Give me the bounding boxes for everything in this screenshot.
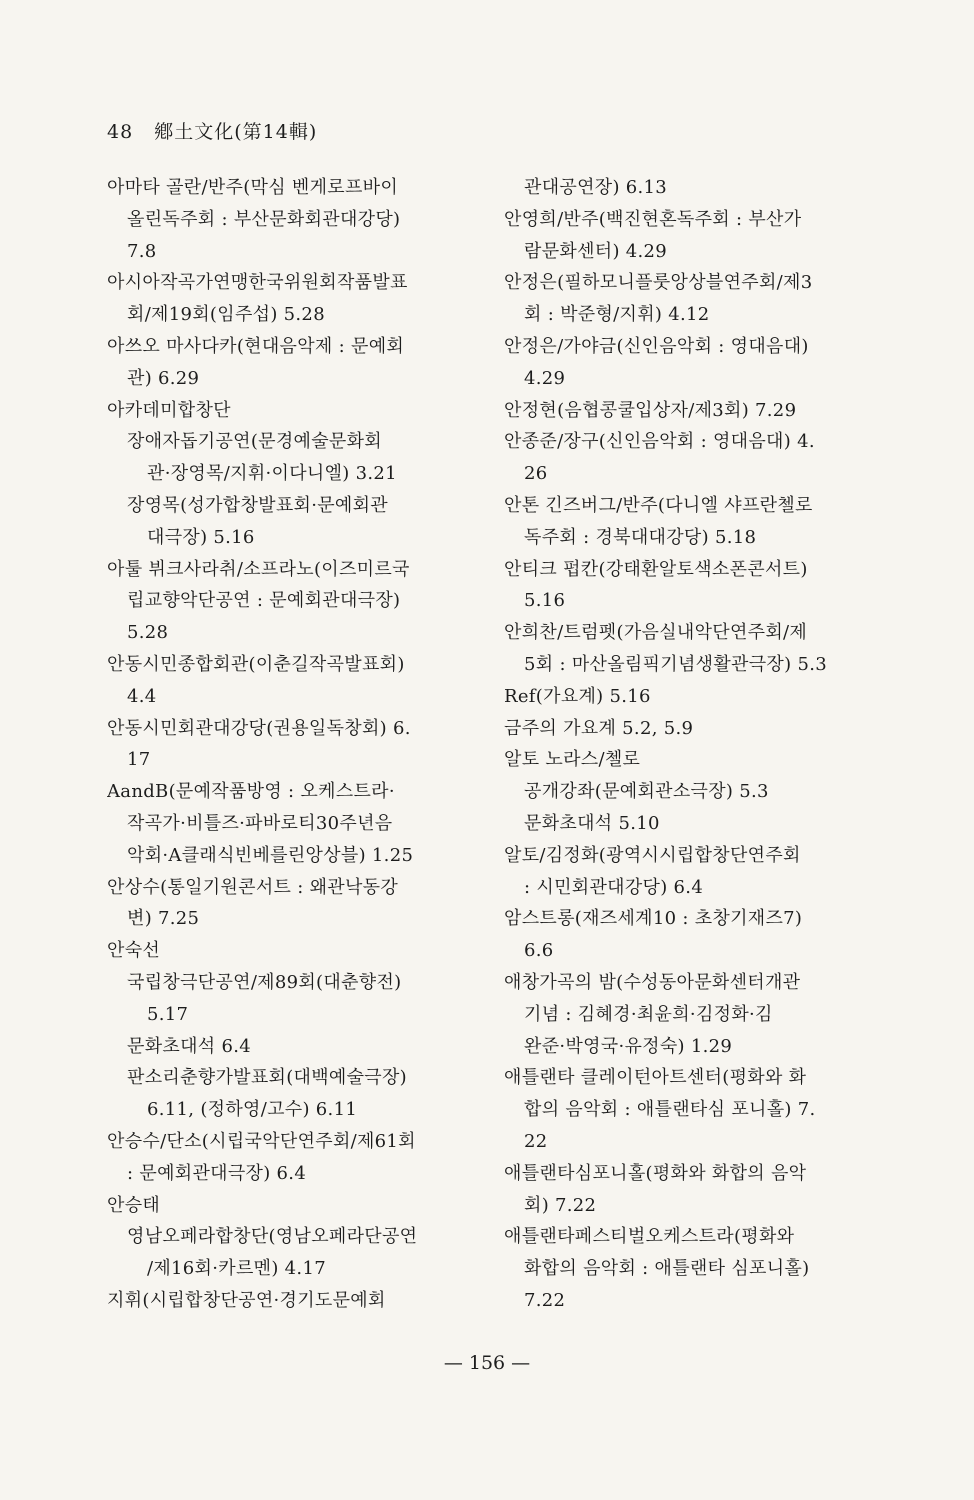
index-entry: 알토 노라스/첼로	[504, 749, 641, 771]
index-entry-continuation: 6.11, (정하영/고수) 6.11	[147, 1099, 358, 1121]
index-entry-continuation: 국립창극단공연/제89회(대춘향전)	[127, 971, 402, 993]
index-entry: 애틀랜타페스티벌오케스트라(평화와	[504, 1226, 795, 1248]
index-entry-continuation: 회 : 박준형/지휘) 4.12	[524, 304, 710, 326]
index-entry-continuation: 관·장영목/지휘·이다니엘) 3.21	[147, 463, 397, 485]
index-entry: 아카데미합창단	[107, 399, 231, 421]
index-entry-continuation: 5.28	[127, 622, 169, 644]
index-entry: 안티크 펍칸(강태환알토색소폰콘서트)	[504, 558, 808, 580]
index-entry: 안승수/단소(시립국악단연주회/제61회	[107, 1130, 416, 1152]
index-entry-continuation: 장영목(성가합창발표회·문예회관	[127, 494, 388, 516]
index-entry-continuation: /제16회·카르멘) 4.17	[147, 1258, 326, 1280]
index-entry-continuation: : 문예회관대극장) 6.4	[127, 1162, 307, 1184]
index-entry: 금주의 가요계 5.2, 5.9	[504, 717, 694, 739]
index-entry-continuation: 문화초대석 5.10	[524, 812, 660, 834]
index-entry-continuation: 6.6	[524, 940, 554, 962]
index-entry: Ref(가요계) 5.16	[504, 685, 651, 707]
index-entry-continuation: 변) 7.25	[127, 908, 200, 930]
index-entry-continuation: 장애자돕기공연(문경예술문화회	[127, 431, 382, 453]
index-entry: 아시아작곡가연맹한국위원회작품발표	[107, 272, 408, 294]
index-entry-continuation: 대극장) 5.16	[147, 526, 255, 548]
index-entry-continuation: 관) 6.29	[127, 367, 200, 389]
index-entry-continuation: 기념 : 김혜경·최윤희·김정화·김	[524, 1003, 773, 1025]
index-entry: 애틀랜타심포니홀(평화와 화합의 음악	[504, 1162, 807, 1184]
index-entry: 안톤 긴즈버그/반주(다니엘 샤프란첼로	[504, 494, 813, 516]
index-entry: 암스트롱(재즈세계10 : 초창기재즈7)	[504, 908, 803, 930]
index-entry-continuation: 26	[524, 463, 548, 485]
index-entry-continuation: 5회 : 마산올림픽기념생활관극장) 5.3	[524, 653, 827, 675]
index-entry-continuation: 합의 음악회 : 애틀랜타심 포니홀) 7.	[524, 1099, 816, 1121]
index-entry: 지휘(시립합창단공연·경기도문예회	[107, 1289, 386, 1311]
index-entry-continuation: 17	[127, 749, 151, 771]
index-entry-continuation: 회/제19회(임주섭) 5.28	[127, 304, 325, 326]
index-entry-continuation: 악회·A클래식빈베를린앙상블) 1.25	[127, 844, 414, 866]
index-column-left	[107, 172, 479, 1317]
index-entry: 애틀랜타 클레이턴아트센터(평화와 화	[504, 1067, 807, 1089]
index-entry-continuation: 4.4	[127, 685, 157, 707]
index-entry-continuation: 5.16	[524, 590, 566, 612]
index-entry: 안상수(통일기원콘서트 : 왜관낙동강	[107, 876, 399, 898]
index-entry: 안동시민회관대강당(권용일독창회) 6.	[107, 717, 411, 739]
index-entry: 안정현(음협콩쿨입상자/제3회) 7.29	[504, 399, 797, 421]
index-entry-continuation: 공개강좌(문예회관소극장) 5.3	[524, 781, 769, 803]
index-entry: 안숙선	[107, 940, 161, 962]
index-entry: 아쓰오 마사다카(현대음악제 : 문예회	[107, 335, 405, 357]
index-entry: 안동시민종합회관(이춘길작곡발표회)	[107, 653, 405, 675]
index-entry: 안영희/반주(백진현혼독주회 : 부산가	[504, 208, 802, 230]
index-entry-continuation: : 시민회관대강당) 6.4	[524, 876, 704, 898]
index-entry-continuation: 작곡가·비틀즈·파바로티30주년음	[127, 812, 393, 834]
index-entry-continuation: 5.17	[147, 1003, 189, 1025]
index-entry-continuation: 람문화센터) 4.29	[524, 240, 668, 262]
index-entry-continuation: 관대공연장) 6.13	[524, 177, 668, 198]
index-entry: 안정은(필하모니플룻앙상블연주회/제3	[504, 272, 813, 294]
index-entry-continuation: 영남오페라합창단(영남오페라단공연	[127, 1226, 418, 1248]
index-entry-continuation: 4.29	[524, 367, 566, 389]
index-entry: 안종준/장구(신인음악회 : 영대음대) 4.	[504, 431, 815, 453]
index-entry: 안승태	[107, 1194, 161, 1216]
index-entry-continuation: 7.22	[524, 1289, 566, 1311]
index-entry: 안정은/가야금(신인음악회 : 영대음대)	[504, 335, 809, 357]
index-entry-continuation: 문화초대석 6.4	[127, 1035, 251, 1057]
index-entry-continuation: 완준·박영국·유정숙) 1.29	[524, 1035, 733, 1057]
index-entry-continuation: 7.8	[127, 240, 157, 262]
index-entry: 아마타 골란/반주(막심 벤게로프바이	[107, 177, 399, 198]
index-entry-continuation: 회) 7.22	[524, 1194, 597, 1216]
index-entry: 아툴 뷔크사라취/소프라노(이즈미르국	[107, 558, 410, 580]
header-title: 鄕土文化(第14輯)	[154, 121, 318, 143]
index-column-right	[504, 172, 876, 1317]
header-page-number: 48	[107, 121, 134, 143]
index-entry: 애창가곡의 밤(수성동아문화센터개관	[504, 971, 801, 993]
index-entry-continuation: 22	[524, 1130, 548, 1152]
index-entry-continuation: 화합의 음악회 : 애틀랜타 심포니홀)	[524, 1258, 810, 1280]
index-entry: AandB(문예작품방영 : 오케스트라·	[107, 781, 395, 803]
index-entry-continuation: 판소리춘향가발표회(대백예술극장)	[127, 1067, 407, 1089]
page-footer: — 156 —	[443, 1352, 531, 1374]
running-header	[107, 117, 317, 144]
index-entry: 안희찬/트럼펫(가음실내악단연주회/제	[504, 622, 808, 644]
index-entry-continuation: 올린독주회 : 부산문화회관대강당)	[127, 208, 401, 230]
index-entry-continuation: 립교향악단공연 : 문예회관대극장)	[127, 590, 401, 612]
index-entry: 알토/김정화(광역시시립합창단연주회	[504, 844, 801, 866]
index-entry-continuation: 독주회 : 경북대대강당) 5.18	[524, 526, 757, 548]
